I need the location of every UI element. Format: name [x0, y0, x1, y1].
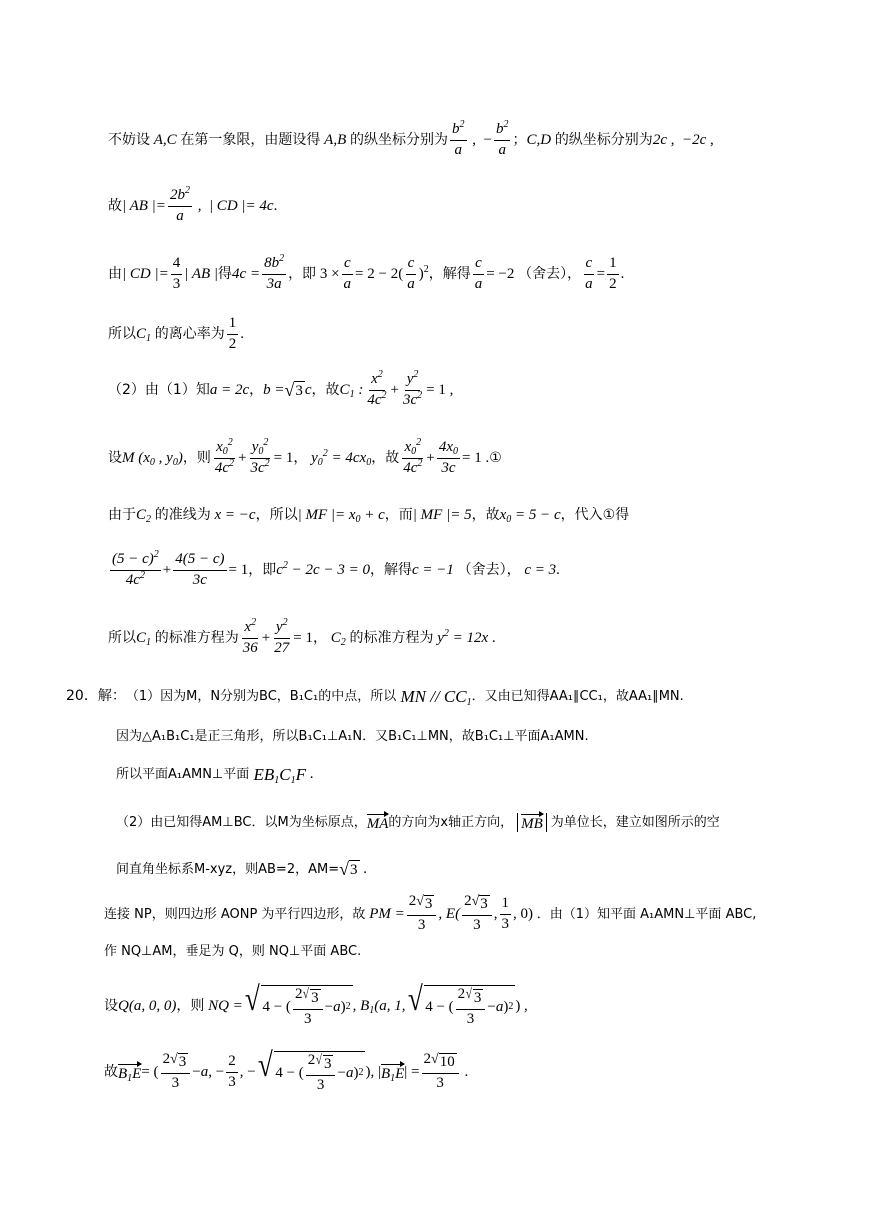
text: 得 [218, 266, 233, 282]
line-17: 设 Q(a, 0, 0) ，则 NQ = √ 4 − ( 2 √ 3 3 − a ) 2 , $B_1(a$, 1, √ 4 − ( 2 √ 3 3 − a ) 2 ) , [104, 980, 528, 1027]
text: 连接 NP，则四边形 AONP 为平行四边形，故 [104, 906, 366, 922]
fraction: $\frac{x^2}{36}$ [242, 616, 258, 656]
text: 的标准方程为 [154, 630, 239, 646]
line-13 [116, 808, 720, 836]
text: 由于 [108, 507, 136, 523]
line-11 [116, 725, 589, 747]
fraction: $\frac{x^2}{4c^2}$ [367, 368, 387, 408]
fraction: 2 √ 3 3 [407, 894, 437, 934]
fraction: 2 √ 3 3 [161, 1052, 191, 1092]
text: ① [489, 450, 502, 466]
text: 不妨设 [108, 132, 150, 148]
line-6: 设 M ($x_0$ , $y_0$) ，则 $\frac{x_0^2}{4c^2}$ + $\frac{y_0^2}{3c^2}$ = 1 ， $y_0^2 = 4cx_0$ ，故 $\frac{x_0^2}{4c^2}$ + $\frac{4x_0}{3c}$ = 1 . ① [108, 436, 502, 476]
text: 为单位长，建立如图所示的空 [550, 814, 720, 830]
math: 2c [652, 131, 667, 148]
vector-B1E: $B_1E$ [118, 1063, 141, 1082]
line-16 [104, 940, 361, 962]
fraction: $\frac{b^2}{a}$ [452, 118, 465, 158]
vector-MA: MA [367, 813, 389, 832]
text: 的纵坐标分别为 [554, 132, 653, 148]
fraction: $\frac{b^2}{a}$ [495, 118, 509, 158]
line-1: 不妨设 A,C 在第一象限，由题设得 A,B 的纵坐标分别为 $\frac{b^2}{a}$ , − $\frac{b^2}{a}$ ； C,D 的纵坐标分别为 2c , −2c , [108, 118, 714, 158]
text: 的标准方程为 [349, 630, 434, 646]
text: ， [312, 630, 327, 646]
text: 由 [108, 266, 122, 282]
text: 间直角坐标系M-xyz，则AB=2，AM= [116, 861, 340, 877]
text: 在第一象限，由题设得 [180, 132, 321, 148]
text: ．又由已知得AA₁∥CC₁，故AA₁∥MN. [471, 688, 684, 704]
text: ； [512, 132, 527, 148]
text: 所以 [108, 630, 136, 646]
math: A,C [150, 131, 181, 148]
text: 设 [104, 998, 118, 1014]
sqrt: √ 4 − ( 2 √ 3 3 − a ) 2 [244, 980, 351, 1027]
line-3: 由 | CD |= $\frac{4}{3}$ | AB | 得 4c = $\frac{8b^2}{3a}$ ，即 3 × $\frac{c}{a}$ = 2 − 2( $\frac{c}{a}$ )$^2$ ，解得 $\frac{c}{a}$ = −2 （舍去）， $\frac{c}{a}$ = $\frac{1}{2}$ . [108, 252, 625, 292]
text: （2）由（1）知 [108, 382, 210, 398]
line-10: 20．解： （1）因为M，N分别为BC，B₁C₁的中点，所以 MN // $CC_1$ ．又由已知得AA₁∥CC₁，故AA₁∥MN. [66, 686, 684, 708]
text: 作 NQ⊥AM，垂足为 Q，则 NQ⊥平面 ABC. [104, 943, 362, 959]
fraction: $\frac{1}{2}$ [609, 254, 617, 292]
text: ，故 [471, 507, 500, 523]
fraction: $\frac{1}{2}$ [228, 314, 237, 352]
text: ， [249, 382, 264, 398]
text: ，解得 [428, 266, 471, 282]
fraction: $\frac{c}{a}$ [585, 254, 593, 292]
line-15: 连接 NP，则四边形 AONP 为平行四边形，故 PM = 2 √ 3 3 , E( 2 √ 3 3 , $\frac{1}{3}$ , 0) ．由（1）知平面 A₁AMN⊥平面 ABC, [104, 893, 757, 933]
sqrt: √ 3 [339, 859, 358, 879]
fraction: $\frac{4}{3}$ [172, 254, 181, 292]
math: | AB |= [122, 197, 166, 214]
fraction: $\frac{8b^2}{3a}$ [264, 252, 285, 292]
text: （舍去）， [518, 266, 582, 282]
text: ，而 [384, 507, 413, 523]
fraction: $\frac{c}{a}$ [343, 254, 352, 292]
text: 因为△A₁B₁C₁是正三角形，所以B₁C₁⊥A₁N．又B₁C₁⊥MN，故B₁C₁⊥平面A₁AMN. [116, 728, 589, 744]
text: 设 [108, 450, 122, 466]
fraction: $\frac{x_0^2}{4c^2}$ [403, 436, 423, 476]
text: ，则 [176, 998, 205, 1014]
vector-B1E: $B_1E$ [381, 1063, 404, 1082]
fraction: $\frac{c}{a}$ [474, 254, 483, 292]
problem-number: 20．解： [66, 688, 126, 704]
text: （2）由已知得AM⊥BC．以M为坐标原点， [116, 814, 367, 830]
text: ，所以 [255, 507, 298, 523]
text: ．由（1）知平面 A₁AMN⊥平面 ABC, [536, 906, 757, 922]
text: （舍去）， [457, 562, 521, 578]
abs-vector-MB: MB [517, 813, 547, 832]
line-14: 间直角坐标系M-xyz，则AB=2，AM= √ 3 . [116, 859, 367, 879]
text: 故 [108, 198, 122, 214]
text: ，解得 [369, 562, 412, 578]
fraction: $\frac{1}{3}$ [501, 894, 510, 932]
line-7: 由于 $C_2$ 的准线为 x = −c ，所以 | MF |= $x_0 + c$ ，而 | MF |= 5 ，故 $x_0 = 5 - c$ ，代入①得 [108, 506, 630, 525]
line-8: $\frac{(5 - c)^2}{4c^2}$ + $\frac{4(5 - c)}{3c}$ = 1 ，即 $c^2 - 2c - 3 = 0$ ，解得 c = −1 （舍去）， c = 3 . [112, 548, 560, 588]
text: 所以平面A₁AMN⊥平面 [116, 766, 250, 782]
text: 的纵坐标分别为 [350, 132, 448, 148]
sqrt: √ 3 [284, 380, 303, 400]
fraction: $\frac{4(5 - c)}{3c}$ [175, 550, 225, 588]
text: ， [293, 450, 308, 466]
fraction: 2 √ 3 3 [462, 894, 492, 934]
fraction: $\frac{y^2}{3c^2}$ [402, 368, 423, 408]
fraction: 2 √ 10 3 [422, 1052, 459, 1092]
text: 所以 [108, 326, 136, 342]
fraction: $\frac{4x_0}{3c}$ [438, 438, 459, 476]
fraction: $\frac{y^2}{27}$ [274, 616, 290, 656]
sqrt: √ 4 − ( 2 √ 3 3 − a ) 2 [407, 980, 514, 1027]
text: ，代入①得 [560, 507, 630, 523]
line-2: 故 | AB |= $\frac{2b^2}{a}$ , | CD |= 4c . [108, 184, 278, 224]
text: 的方向为x轴正方向， [388, 814, 514, 830]
math: , − [468, 131, 492, 148]
line-5: （2）由（1）知 a = 2c ， b = √ 3 c ，故 $C_1$ : $\frac{x^2}{4c^2}$ + $\frac{y^2}{3c^2}$ = 1 , [108, 368, 454, 408]
line-18: 故 $B_1E$ = ( 2 √ 3 3 − a , − $\frac{2}{3}$ , − √ 4 − ( 2 √ 3 3 − a ) 2 ), | $B_1E$ | = 2 √ 10 3 . [104, 1046, 469, 1093]
fraction: $\frac{2}{3}$ [228, 1052, 236, 1090]
math: | CD |= 4c [208, 197, 274, 214]
math: A,B [320, 131, 350, 148]
text: 的准线为 [154, 507, 211, 523]
text: ，即 [248, 562, 277, 578]
sqrt: √ 4 − ( 2 √ 3 3 − a ) 2 [257, 1046, 364, 1093]
line-9: 所以 $C_1$ 的标准方程为 $\frac{x^2}{36}$ + $\frac{y^2}{27}$ = 1 ， $C_2$ 的标准方程为 $y^2 = 12x$ . [108, 616, 496, 656]
math: C,D [526, 131, 555, 148]
text: ，则 [182, 450, 211, 466]
text: 的离心率为 [154, 326, 225, 342]
text: 故 [104, 1064, 118, 1080]
fraction: $\frac{c}{a}$ [407, 254, 415, 292]
text: （1）因为M，N分别为BC，B₁C₁的中点，所以 [125, 688, 397, 704]
text: ，故 [371, 450, 400, 466]
line-12: 所以平面A₁AMN⊥平面 $EB_1C_1F$ . [116, 764, 314, 786]
line-4: 所以 $C_1$ 的离心率为 $\frac{1}{2}$ . [108, 314, 245, 352]
fraction: $\frac{x_0^2}{4c^2}$ [214, 436, 234, 476]
fraction: $\frac{y_0^2}{3c^2}$ [250, 436, 270, 476]
fraction: $\frac{2b^2}{a}$ [169, 184, 190, 224]
fraction: $\frac{(5 - c)^2}{4c^2}$ [112, 548, 159, 588]
text: ，故 [311, 382, 340, 398]
text: ，即 [288, 266, 317, 282]
